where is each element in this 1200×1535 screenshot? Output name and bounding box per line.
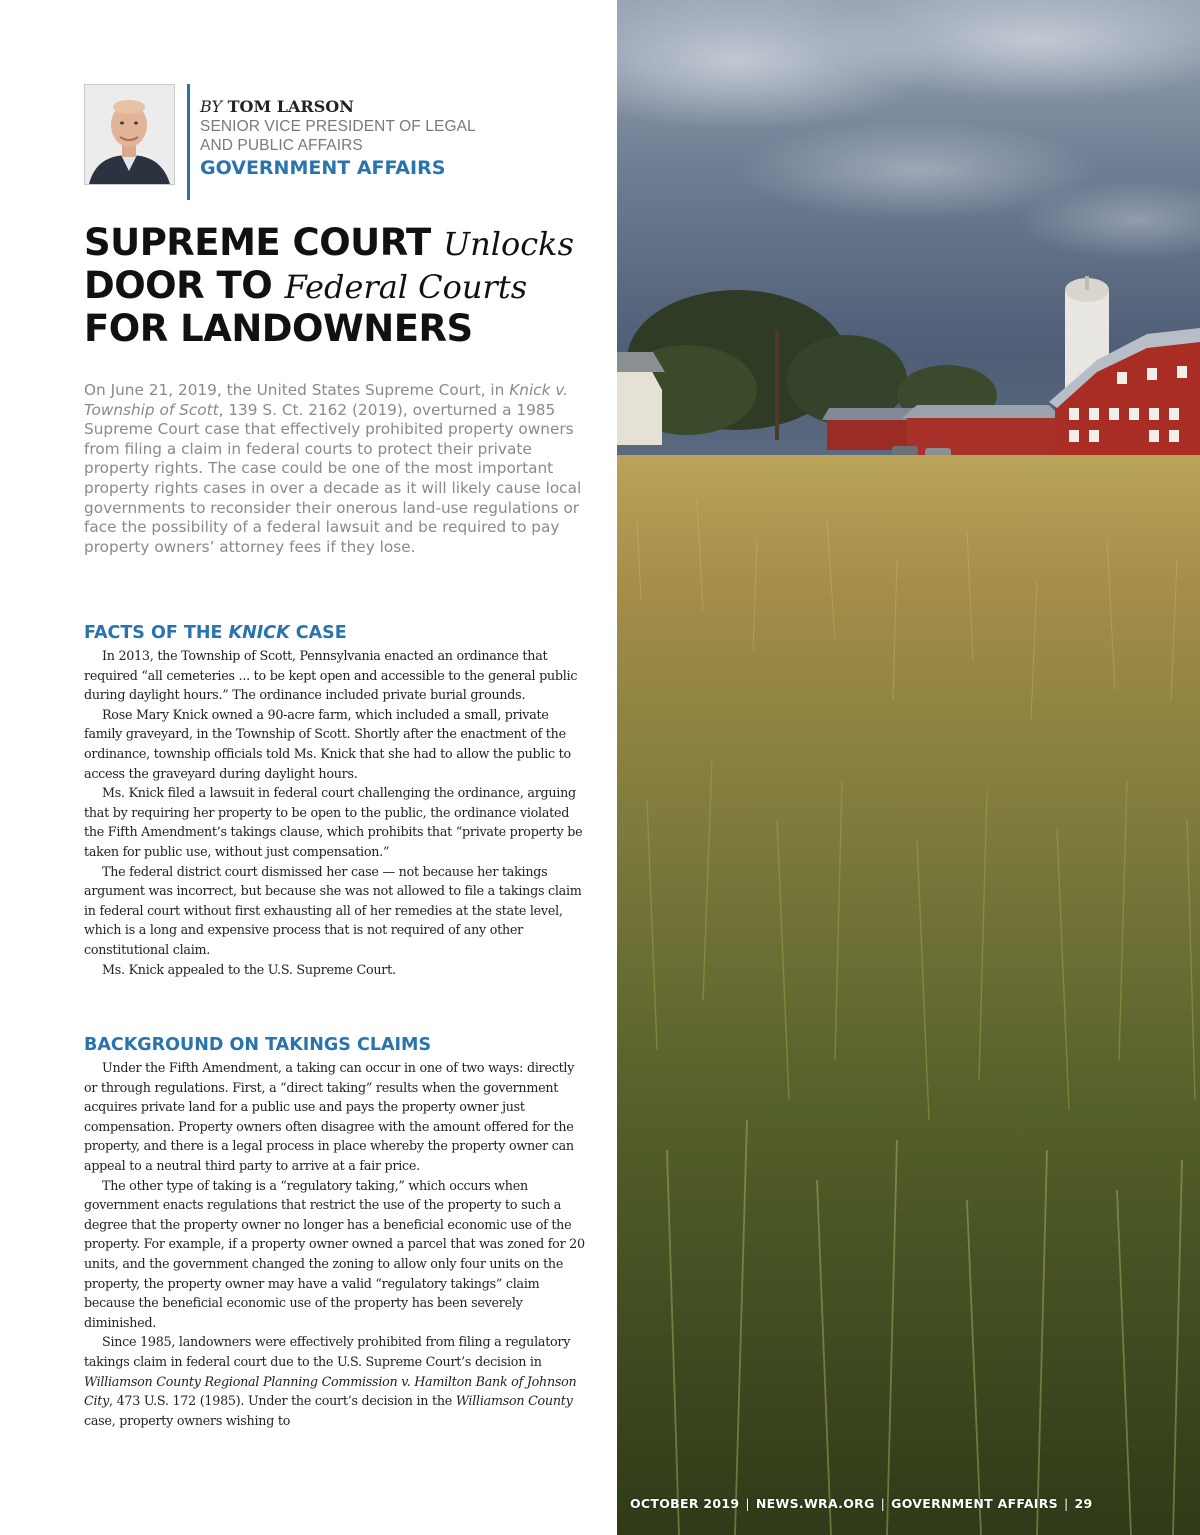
footer-section: GOVERNMENT AFFAIRS (891, 1496, 1058, 1511)
facts-heading-part-1: FACTS OF THE (84, 623, 229, 643)
bg-text-1: Since 1985, landowners were effectively prohibited from filing a regulatory takings claim in federal court due to the U.S. Supreme Court’s decision in (84, 1334, 571, 1369)
background-body (84, 1058, 589, 1430)
article-headline (84, 222, 612, 349)
footer-website: NEWS.WRA.ORG (755, 1496, 875, 1511)
bg-case-name-2: Williamson County (455, 1393, 573, 1409)
background-paragraph (84, 1332, 589, 1430)
farm-field-photo-icon (617, 0, 1200, 1535)
author-title-line-2: AND PUBLIC AFFAIRS (200, 137, 363, 154)
facts-paragraph: Ms. Knick filed a lawsuit in federal court challenging the ordinance, arguing that by requiring her property to be open to the public, the ordinance violated the Fifth Amendment’s takings clause, which prohibits that “private property be taken for public use, without just compensation.” (84, 785, 583, 859)
headline-line3-bold: FOR LANDOWNERS (84, 307, 473, 350)
section-heading-background: BACKGROUND ON TAKINGS CLAIMS (84, 1035, 432, 1055)
byline-by: BY (200, 97, 223, 116)
author-portrait-icon (85, 85, 174, 184)
headline-line1-italic: Unlocks (443, 225, 574, 263)
background-paragraph: Under the Fifth Amendment, a taking can occur in one of two ways: directly or through regulations. First, a “direct taking” results when the government acquires private land for a public use and pays the property owner just compensation. Property owners often disagree with the amount offered for the property, and there is a legal process in place whereby the property owner can appeal to a neutral third party to arrive at a fair price. (84, 1060, 575, 1173)
bg-text-2: , 473 U.S. 172 (1985). Under the court’s decision in the (109, 1393, 456, 1409)
article-lede (84, 381, 594, 557)
section-heading-facts (84, 622, 347, 644)
footer-separator: | (745, 1496, 750, 1511)
facts-heading-italic: KNICK (228, 623, 290, 643)
farm-field-photo (617, 0, 1200, 1535)
page-footer (630, 1496, 1093, 1511)
author-name: TOM LARSON (227, 97, 354, 116)
facts-paragraph: The federal district court dismissed her case — not because her takings argument was incorrect, but because she was not allowed to file a takings claim in federal court without first exhausting all of her remedies at the state level, which is a long and expensive process that is not required of any other constitutional claim. (84, 863, 582, 957)
footer-issue-date: OCTOBER 2019 (630, 1496, 740, 1511)
department-label: GOVERNMENT AFFAIRS (200, 157, 446, 179)
lede-case-name: Knick v. Township of Scott (84, 381, 569, 419)
author-name-line (200, 97, 600, 117)
facts-paragraph: In 2013, the Township of Scott, Pennsylvania enacted an ordinance that required “all cemeteries ... to be kept open and accessible to the general public during daylight hours.” The ordinance included private burial grounds. (84, 648, 578, 703)
bg-text-3: case, property owners wishing to (84, 1412, 291, 1428)
background-paragraph: The other type of taking is a “regulatory taking,” which occurs when government enacts regulations that restrict the use of the property to such a degree that the property owner no longer has a beneficial economic use of the property. For example, if a property owner owned a parcel that was zoned for 20 units, and the government changed the zoning to allow only four units on the property, the property owner may have a valid “regulatory takings” claim because the beneficial economic use of the property has been severely diminished. (84, 1177, 585, 1330)
author-title-line-1: SENIOR VICE PRESIDENT OF LEGAL (200, 118, 476, 135)
footer-separator: | (880, 1496, 886, 1511)
headline-line2-italic: Federal Courts (284, 268, 528, 306)
footer-page-number: 29 (1074, 1496, 1093, 1511)
bg-case-name-1: Williamson County Regional Planning Commission v. Hamilton Bank of Johnson City (84, 1373, 577, 1409)
facts-paragraph: Rose Mary Knick owned a 90-acre farm, which included a small, private family graveyard, in the Township of Scott. Shortly after the enactment of the ordinance, township officials told Ms. Knick that she had to allow the public to access the graveyard during daylight hours. (84, 706, 571, 781)
byline-divider (187, 84, 190, 200)
footer-separator: | (1063, 1496, 1069, 1511)
facts-body (84, 646, 589, 979)
headline-line1-bold: SUPREME COURT (84, 221, 431, 264)
lede-text-2: , 139 S. Ct. 2162 (2019), overturned a 1985 Supreme Court case that effectively prohibited property owners from filing a claim in federal courts to protect their private property rights. The case could be one of the most important property rights cases in over a decade as it will likely cause local governments to reconsider their onerous land-use regulations or face the possibility of a federal lawsuit and be required to pay property owners’ attorney fees if they lose. (84, 400, 582, 556)
headline-line2-bold: DOOR TO (84, 264, 273, 307)
lede-text-1: On June 21, 2019, the United States Supreme Court, in (84, 381, 510, 399)
facts-heading-part-2: CASE (289, 623, 347, 643)
byline (200, 97, 600, 180)
author-photo (84, 84, 175, 185)
facts-paragraph: Ms. Knick appealed to the U.S. Supreme Court. (102, 961, 396, 977)
